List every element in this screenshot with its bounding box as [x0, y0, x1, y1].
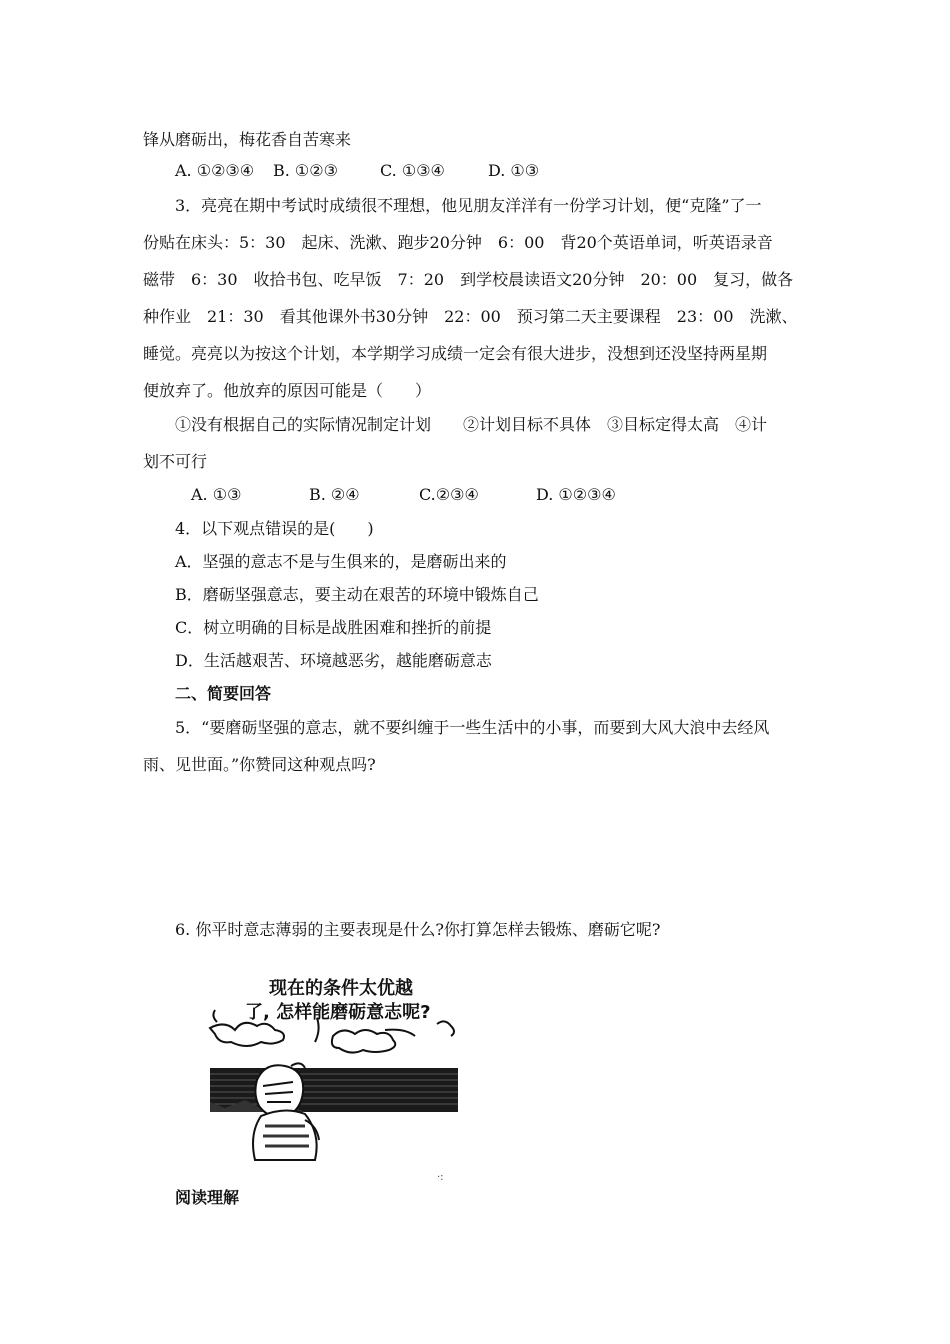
q6-question: 6. 你平时意志薄弱的主要表现是什么?你打算怎样去锻炼、磨砺它呢?: [175, 920, 661, 939]
cartoon-mark: ·:: [437, 1172, 444, 1183]
option-b: B. ①②③: [273, 161, 338, 180]
text-line: 锋从磨砺出，梅花香自苦寒来: [143, 130, 352, 149]
q3-line: ①没有根据自己的实际情况制定计划 ②计划目标不具体 ③目标定得太高 ④计: [175, 415, 768, 434]
cartoon-caption-line2: 了, 怎样能磨砺意志呢?: [245, 1002, 431, 1023]
q2-options: [175, 161, 539, 181]
q4-option-b: B．磨砺坚强意志，要主动在艰苦的环境中锻炼自己: [175, 585, 539, 604]
q3-line: 划不可行: [143, 452, 208, 471]
section-heading-reading: 阅读理解: [175, 1188, 240, 1207]
q3-options: [191, 485, 616, 505]
q3-line: 磁带 6：30 收拾书包、吃早饭 7：20 到学校晨读语文20分钟 20：00 复习，做各: [143, 270, 794, 289]
sea-background: [210, 1068, 458, 1112]
q4-option-a: A．坚强的意志不是与生俱来的，是磨砺出来的: [175, 552, 507, 571]
q3-line: 3．亮亮在期中考试时成绩很不理想，他见朋友洋洋有一份学习计划，便“克隆”了一: [175, 196, 762, 215]
option-b: B. ②④: [309, 485, 360, 504]
option-a: A. ①③: [191, 485, 242, 504]
section-heading: 二、简要回答: [175, 684, 272, 703]
q3-line: 份贴在床头：5：30 起床、洗漱、跑步20分钟 6：00 背20个英语单词，听英语录音: [143, 233, 773, 252]
cartoon-illustration: [205, 970, 460, 1185]
option-c: C. ①③④: [380, 161, 445, 180]
q3-line: 睡觉。亮亮以为按这个计划，本学期学习成绩一定会有很大进步，没想到还没坚持两星期: [143, 344, 768, 363]
option-d: D. ①②③④: [536, 485, 616, 504]
q5-line: 雨、见世面。”你赞同这种观点吗?: [143, 755, 376, 774]
option-d: D. ①③: [488, 161, 540, 180]
q4-option-d: D．生活越艰苦、环境越恶劣，越能磨砺意志: [175, 651, 492, 670]
q4-stem: 4．以下观点错误的是( ): [175, 519, 374, 538]
q3-line: 便放弃了。他放弃的原因可能是（ ）: [143, 381, 432, 400]
q5-line: 5．“要磨砺坚强的意志，就不要纠缠于一些生活中的小事，而要到大风大浪中去经风: [175, 718, 770, 737]
q4-option-c: C．树立明确的目标是战胜困难和挫折的前提: [175, 618, 492, 637]
q3-line: 种作业 21：30 看其他课外书30分钟 22：00 预习第二天主要课程 23：00 洗漱、: [143, 307, 798, 326]
cartoon-caption-line1: 现在的条件太优越: [269, 978, 413, 999]
option-c: C.②③④: [419, 485, 479, 504]
option-a: A. ①②③④: [175, 161, 255, 180]
